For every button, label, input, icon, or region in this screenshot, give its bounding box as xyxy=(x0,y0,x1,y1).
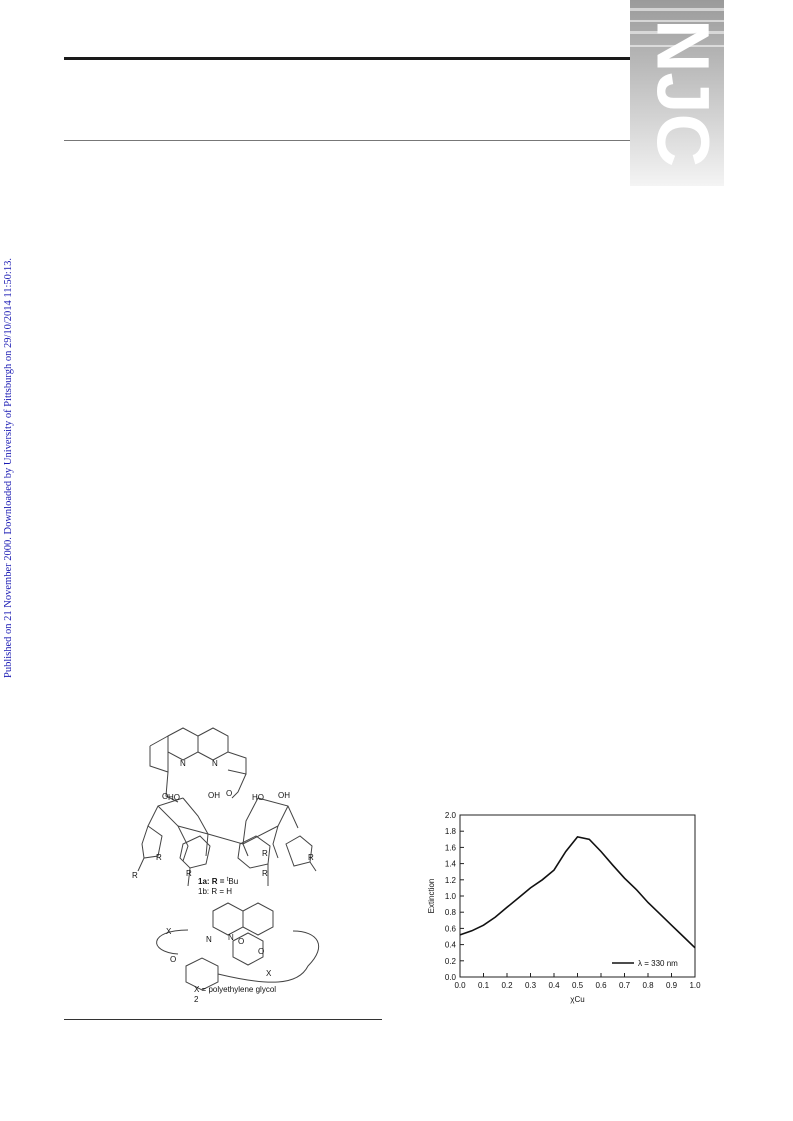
structure-atom-n-2: N xyxy=(212,759,218,768)
compound-1b-label: 1b: R = H xyxy=(198,887,233,896)
structure-atom-o-2: O xyxy=(226,789,233,798)
structure-atom-o-5: O xyxy=(258,947,265,956)
structure-atom-n-1: N xyxy=(180,759,186,768)
structure-atom-o-4: O xyxy=(170,955,177,964)
structure-substituent-r-2: R xyxy=(156,853,162,862)
x-tick-label: 0.5 xyxy=(571,981,584,990)
job-plot-chart xyxy=(420,800,710,1030)
y-tick-label: 1.0 xyxy=(444,892,456,901)
x-tick-label: 0.0 xyxy=(454,981,466,990)
structure-substituent-r-6: R xyxy=(308,853,314,862)
x-axis-label: χCu xyxy=(570,995,585,1004)
y-tick-label: 2.0 xyxy=(444,811,456,820)
y-tick-label: 0.0 xyxy=(444,973,456,982)
x-tick-label: 0.6 xyxy=(595,981,607,990)
chemical-structures-figure xyxy=(128,726,358,1006)
structure-substituent-r-1: R xyxy=(132,871,138,880)
compound-1a-label: 1a: R = $^t$Bu xyxy=(198,877,239,886)
structure-substituent-r-3: R xyxy=(186,869,192,878)
x-tick-label: 0.8 xyxy=(642,981,654,990)
publication-sidebar-note: Published on 21 November 2000. Downloaded by University of Pittsburgh on 29/10/2014 11:50:13. xyxy=(3,258,14,678)
structure-atom-o-1: O xyxy=(162,792,169,801)
x-tick-label: 0.3 xyxy=(524,981,537,990)
y-tick-label: 1.4 xyxy=(444,859,456,869)
compound-2-label: 2 xyxy=(194,995,199,1004)
y-tick-label: 0.8 xyxy=(444,908,456,918)
footnote-rule xyxy=(64,1019,382,1020)
structure-group-ho-2: HO xyxy=(252,793,264,802)
y-tick-label: 0.6 xyxy=(444,924,456,934)
series-line-330nm xyxy=(460,837,695,948)
structure-atom-x-2: X xyxy=(266,969,272,978)
structure-atom-n-3: N xyxy=(206,935,212,944)
structure-group-oh-1: OH xyxy=(208,791,220,800)
journal-logo xyxy=(630,0,724,186)
structure-substituent-r-5: R xyxy=(262,869,268,878)
x-tick-label: 0.4 xyxy=(548,981,560,990)
structure-atom-n-4: N xyxy=(228,933,234,942)
structure-atom-x-1: X xyxy=(166,927,172,936)
structure-group-ho-1: HO xyxy=(168,793,180,802)
legend-label: λ = 330 nm xyxy=(638,959,678,968)
x-ticks xyxy=(454,973,701,990)
x-tick-label: 0.7 xyxy=(618,981,631,990)
x-tick-label: 1.0 xyxy=(689,981,701,990)
x-tick-label: 0.9 xyxy=(665,981,678,990)
structure-substituent-r-4: R xyxy=(262,849,268,858)
header-rule-thick xyxy=(64,57,630,60)
y-tick-label: 0.4 xyxy=(444,940,456,950)
structure-group-oh-2: OH xyxy=(278,791,290,800)
x-tick-label: 0.1 xyxy=(477,981,490,990)
y-axis-label: Extinction xyxy=(427,878,436,914)
x-definition-label: X = polyethylene glycol xyxy=(194,985,277,994)
y-tick-label: 1.2 xyxy=(444,875,456,885)
y-ticks xyxy=(445,811,464,982)
plot-frame xyxy=(460,815,695,977)
structure-atom-o-3: O xyxy=(238,937,245,946)
y-tick-label: 0.2 xyxy=(444,956,456,966)
y-tick-label: 1.6 xyxy=(444,843,456,853)
y-tick-label: 1.8 xyxy=(444,827,456,837)
journal-logo-text: NJC xyxy=(641,18,724,168)
x-tick-label: 0.2 xyxy=(501,981,513,990)
header-rule-thin xyxy=(64,140,630,141)
